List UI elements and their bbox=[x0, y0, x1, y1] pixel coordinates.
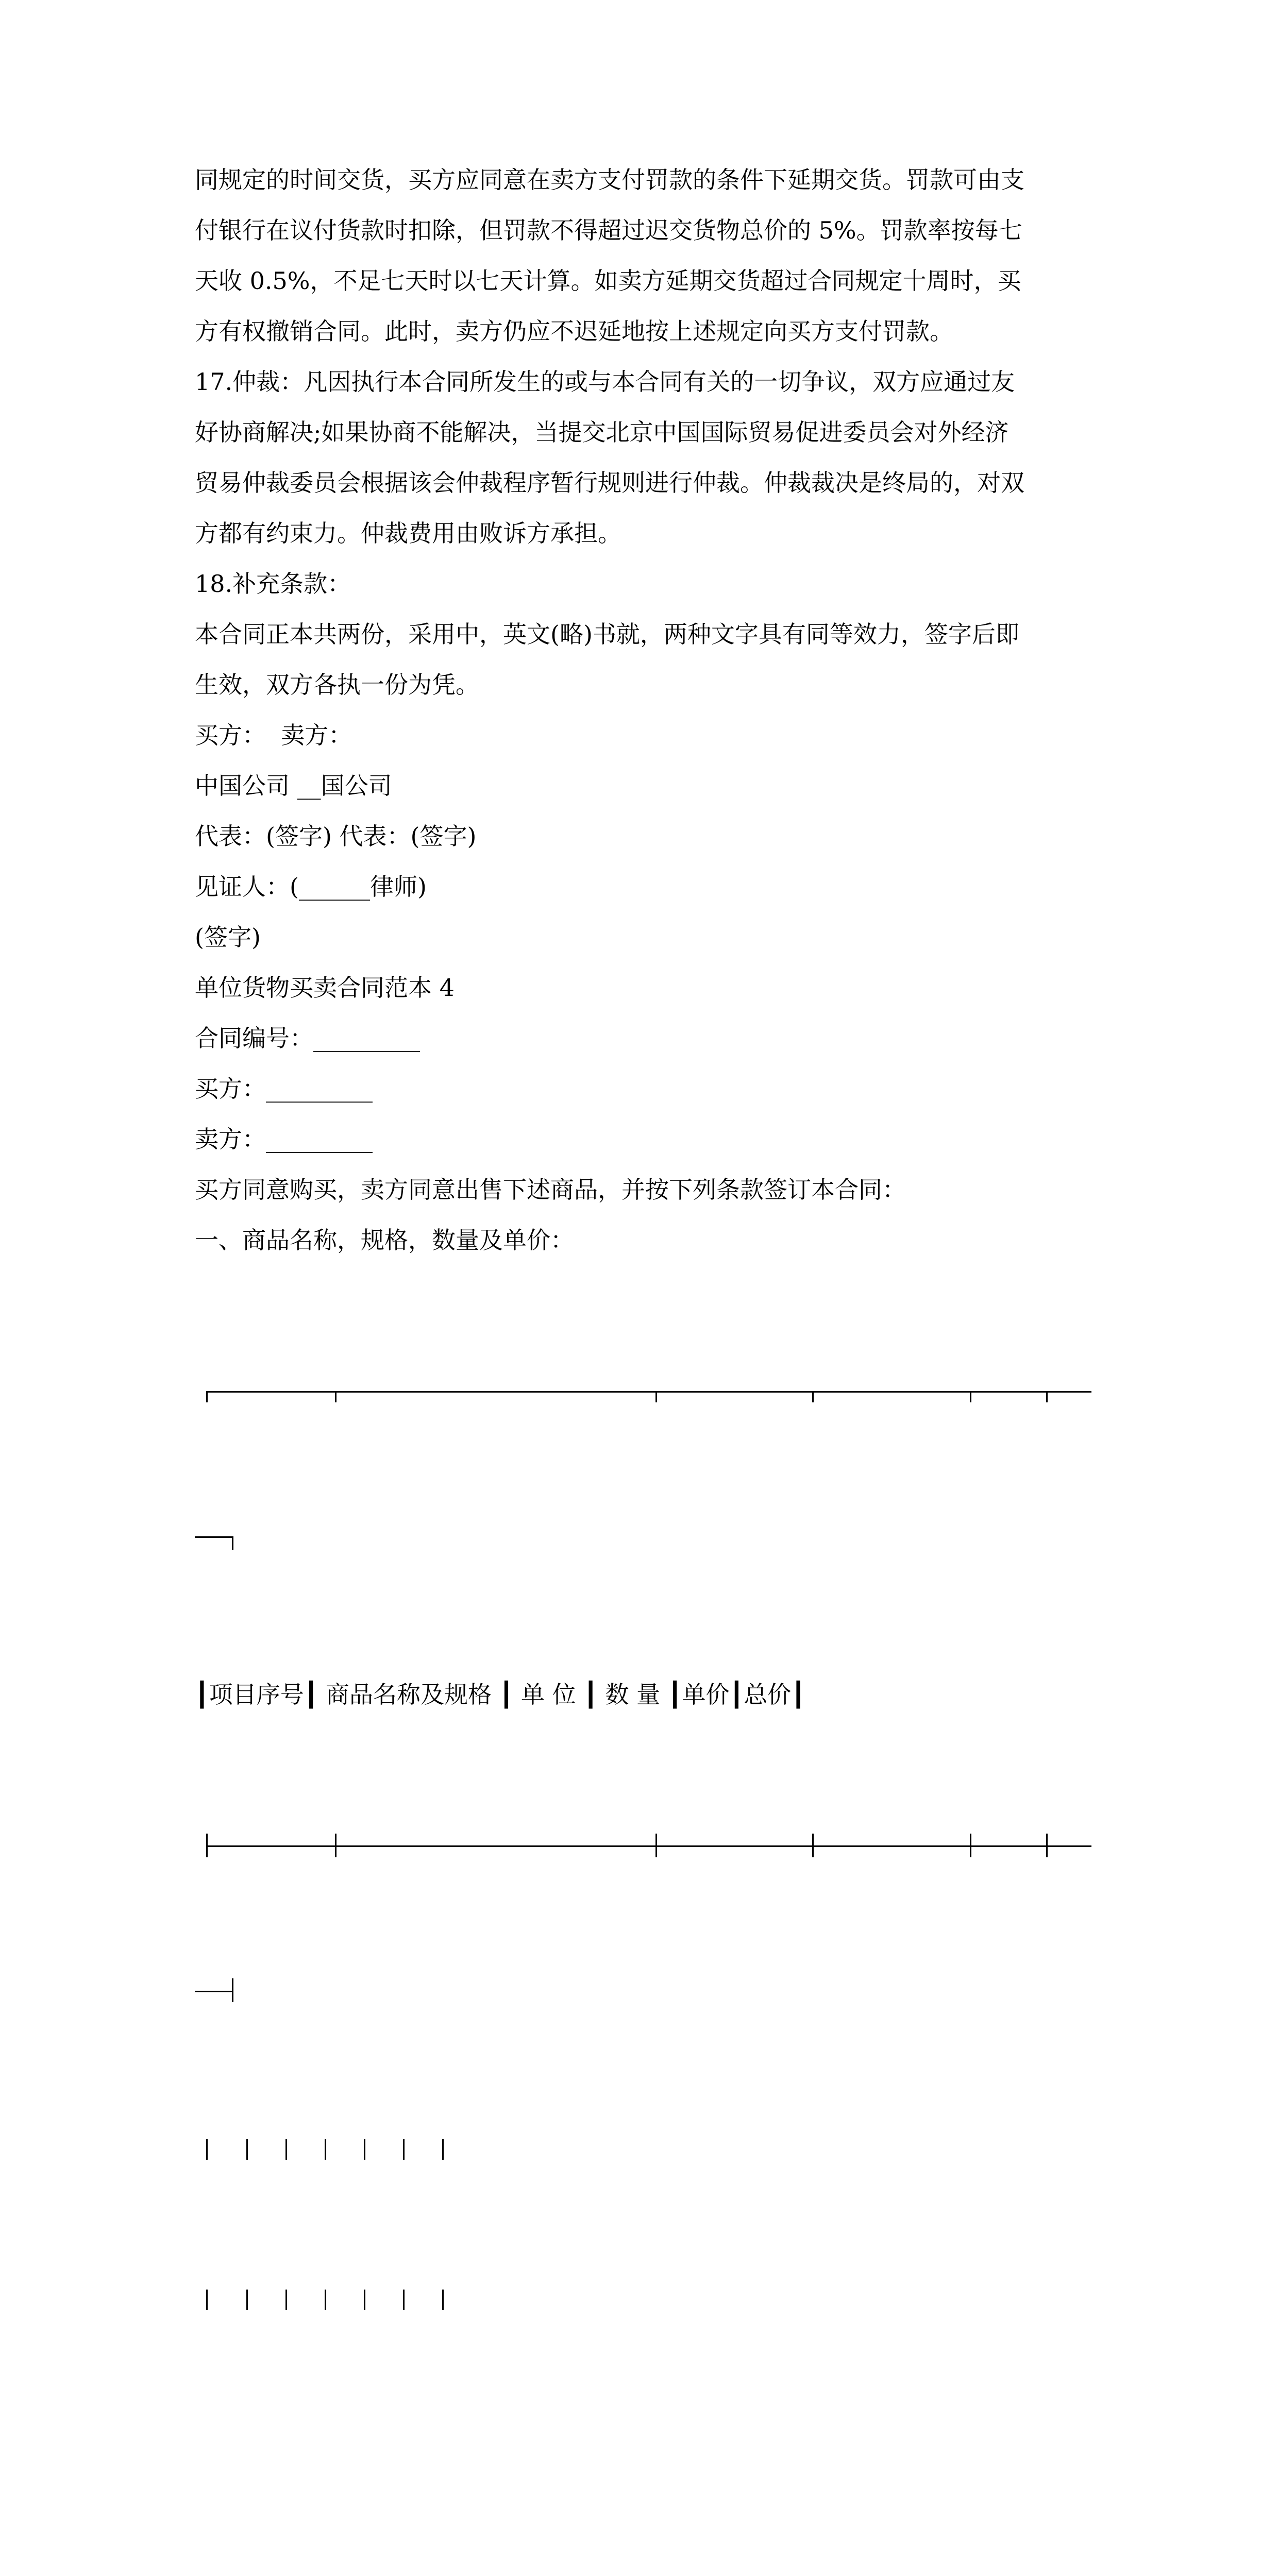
table-middle-border bbox=[195, 1821, 1091, 1871]
text-line: 生效，双方各执一份为凭。 bbox=[195, 671, 479, 699]
text-line: 天收 0.5%，不足七天时以七天计算。如卖方延期交货超过合同规定十周时，买 bbox=[195, 267, 1021, 295]
table-top-border-end bbox=[195, 1518, 1091, 1568]
witness-line: 见证人：(______律师) bbox=[195, 873, 427, 901]
table-row bbox=[195, 2124, 1091, 2173]
contract-sample-title: 单位货物买卖合同范本 4 bbox=[195, 974, 455, 1002]
text-line: 17.仲裁：凡因执行本合同所发生的或与本合同有关的一切争议，双方应通过友 bbox=[195, 368, 1015, 396]
arbitration-clause bbox=[195, 357, 1091, 558]
text-line: 方有权撤销合同。此时，卖方仍应不迟延地按上述规定向买方支付罚款。 bbox=[195, 317, 953, 345]
agreement-line: 买方同意购买，卖方同意出售下述商品，并按下列条款签订本合同： bbox=[195, 1176, 906, 1204]
buyer-line: 买方：_________ bbox=[195, 1075, 373, 1103]
document-page bbox=[195, 155, 1091, 2425]
supplementary-clause-body bbox=[195, 609, 1091, 710]
supplementary-clause-title: 18.补充条款： bbox=[195, 570, 351, 598]
text-line: 同规定的时间交货，买方应同意在卖方支付罚款的条件下延期交货。罚款可由支 bbox=[195, 166, 1024, 194]
goods-table bbox=[195, 1265, 1091, 2425]
companies-line: 中国公司 __国公司 bbox=[195, 772, 392, 800]
table-header-row: ┃项目序号┃ 商品名称及规格 ┃ 单 位 ┃ 数 量 ┃单价┃总价┃ bbox=[195, 1681, 805, 1708]
penalty-paragraph bbox=[195, 155, 1091, 357]
text-line: 方都有约束力。仲裁费用由败诉方承担。 bbox=[195, 519, 621, 547]
seller-line: 卖方：_________ bbox=[195, 1125, 373, 1153]
text-line: 好协商解决;如果协商不能解决，当提交北京中国国际贸易促进委员会对外经济 bbox=[195, 418, 1009, 446]
parties-line: 买方： 卖方： bbox=[195, 721, 352, 749]
table-top-border bbox=[195, 1366, 1091, 1417]
witness-signature: (签字) bbox=[195, 923, 261, 951]
text-line: 贸易仲裁委员会根据该会仲裁程序暂行规则进行仲裁。仲裁裁决是终局的，对双 bbox=[195, 469, 1024, 497]
table-row bbox=[195, 2274, 1091, 2324]
representatives-line: 代表：(签字) 代表：(签字) bbox=[195, 822, 477, 850]
table-middle-border-end bbox=[195, 1972, 1091, 2023]
contract-number-line: 合同编号：_________ bbox=[195, 1024, 420, 1052]
text-line: 付银行在议付货款时扣除，但罚款不得超过迟交货物总价的 5%。罚款率按每七 bbox=[195, 216, 1022, 244]
text-line: 本合同正本共两份，采用中，英文(略)书就，两种文字具有同等效力，签字后即 bbox=[195, 620, 1019, 648]
section-one-title: 一、商品名称，规格，数量及单价： bbox=[195, 1226, 574, 1254]
